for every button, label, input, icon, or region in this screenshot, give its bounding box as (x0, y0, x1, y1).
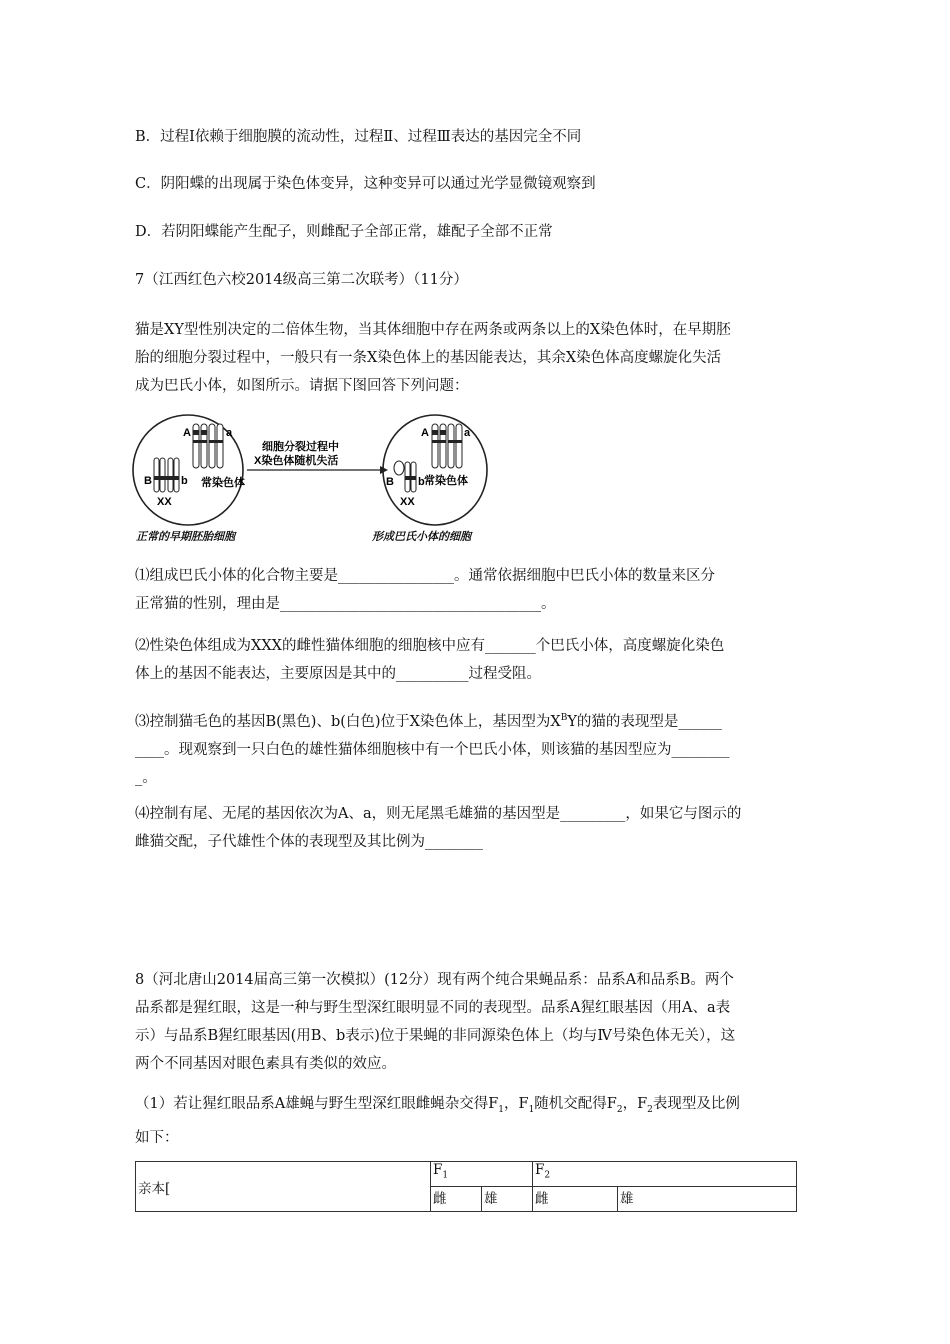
q8-intro-line: 品系都是猩红眼，这是一种与野生型深红眼明显不同的表现型。品系A猩红眼基因（用A、a表 (135, 1000, 731, 1016)
question-8-intro (135, 966, 815, 1078)
q7-3-line (135, 704, 815, 736)
question-8-part-1 (135, 1090, 815, 1152)
q7-1-line: 正常猫的性别，理由是____________________________________。 (135, 596, 556, 612)
q8-intro-line: 8（河北唐山2014届高三第一次模拟）(12分）现有两个纯合果蝇品系：品系A和品系B。两个 (135, 972, 734, 988)
table-cell-f2-female: 雌 (533, 1187, 618, 1212)
question-7-part-3 (135, 704, 815, 792)
option-c: C．阴阳蝶的出现属于染色体变异，这种变异可以通过光学显微镜观察到 (135, 176, 596, 192)
barr-body (394, 461, 404, 475)
xx-right: XX (400, 496, 415, 508)
xx-left: XX (157, 496, 172, 508)
q7-4-line: ⑷控制有尾、无尾的基因依次为A、a，则无尾黑毛雄猫的基因型是_________，如果它与图示的 (135, 806, 742, 822)
q7-2-line: 体上的基因不能表达，主要原因是其中的__________过程受阻。 (135, 666, 541, 682)
q8-1-line: （1）若让猩红眼品系A雄蝇与野生型深红眼雌蝇杂交得$F_1$，$F_1$随机交配得$F_2$，$F_2$表现型及比例 (135, 1096, 740, 1115)
allele-a-right: a (464, 427, 471, 439)
table-cell-f1-male: 雄 (482, 1187, 533, 1212)
question-7-part-2 (135, 632, 815, 688)
barr-body-figure (130, 412, 490, 547)
autosome-label-left: 常染色体 (201, 477, 245, 489)
q7-2-line: ⑵性染色体组成为XXX的雌性猫体细胞的细胞核中应有_______个巴氏小体，高度螺旋化染色 (135, 638, 725, 654)
q7-3-sup: B (560, 713, 568, 723)
autosome-label-right: 常染色体 (424, 475, 468, 487)
q7-3-line: ____。现观察到一只白色的雄性猫体细胞核中有一个巴氏小体，则该猫的基因型应为________ (135, 741, 730, 758)
left-x-chromosomes (154, 458, 179, 492)
table-cell-f2-male: 雄 (618, 1187, 797, 1212)
intro-line: 成为巴氏小体，如图所示。请据下图回答下列问题： (135, 378, 469, 394)
q8-intro-line: 两个不同基因对眼色素具有类似的效应。 (135, 1056, 396, 1072)
allele-b-right: b (418, 476, 425, 488)
q7-4-line: 雌猫交配，子代雄性个体的表现型及其比例为________ (135, 834, 483, 850)
allele-A-right: A (421, 427, 429, 439)
table-header-f1: $F_1$ (431, 1162, 533, 1187)
question-7-part-4 (135, 800, 815, 856)
right-autosomes (432, 424, 462, 468)
q7-3-line: _。 (135, 769, 157, 786)
q7-3-text-a: ⑶控制猫毛色的基因B(黑色)、b(白色)位于X染色体上，基因型为X (135, 713, 561, 730)
q8-1-line: 如下： (135, 1129, 179, 1146)
intro-line: 胎的细胞分裂过程中，一般只有一条X染色体上的基因能表达，其余X染色体高度螺旋化失活 (135, 350, 722, 366)
q7-3-text-b: Y的猫的表现型是______ (567, 713, 722, 730)
question-7-part-1 (135, 562, 815, 618)
q7-1-line: ⑴组成巴氏小体的化合物主要是________________。通常依据细胞中巴氏小体的数量来区分 (135, 568, 715, 584)
figure-svg (130, 412, 490, 527)
arrow-text-1: 细胞分裂过程中 (262, 441, 339, 453)
left-autosomes (193, 424, 223, 468)
question-7-header: 7（江西红色六校2014级高三第二次联考）（11分） (135, 272, 468, 288)
allele-a-left: a (226, 427, 233, 439)
arrow-text-2: X染色体随机失活 (254, 455, 339, 467)
intro-line: 猫是XY型性别决定的二倍体生物，当其体细胞中存在两条或两条以上的X染色体时，在早期胚 (135, 322, 731, 338)
q8-intro-line: 示）与品系B猩红眼基因(用B、b表示)位于果蝇的非同源染色体上（均与Ⅳ号染色体无关），这 (135, 1028, 736, 1044)
option-b: B．过程Ⅰ依赖于细胞膜的流动性，过程Ⅱ、过程Ⅲ表达的基因完全不同 (135, 129, 582, 145)
table-header-f2: $F_2$ (533, 1162, 797, 1187)
allele-B-right: B (386, 476, 394, 488)
question-7-intro (135, 316, 815, 400)
allele-B-left: B (144, 475, 152, 487)
right-cell-caption: 形成巴氏小体的细胞 (372, 530, 471, 543)
allele-A-left: A (183, 427, 191, 439)
allele-b-left: b (181, 475, 188, 487)
table-cell-f1-female: 雌 (431, 1187, 482, 1212)
right-x-and-barr-body (394, 461, 416, 492)
table-cell-parent: 亲本[ (136, 1162, 431, 1212)
arrow-head (380, 466, 388, 474)
cross-results-table (135, 1161, 797, 1212)
left-cell-caption: 正常的早期胚胎细胞 (136, 530, 235, 543)
option-d: D．若阴阳蝶能产生配子，则雌配子全部正常，雄配子全部不正常 (135, 224, 553, 240)
